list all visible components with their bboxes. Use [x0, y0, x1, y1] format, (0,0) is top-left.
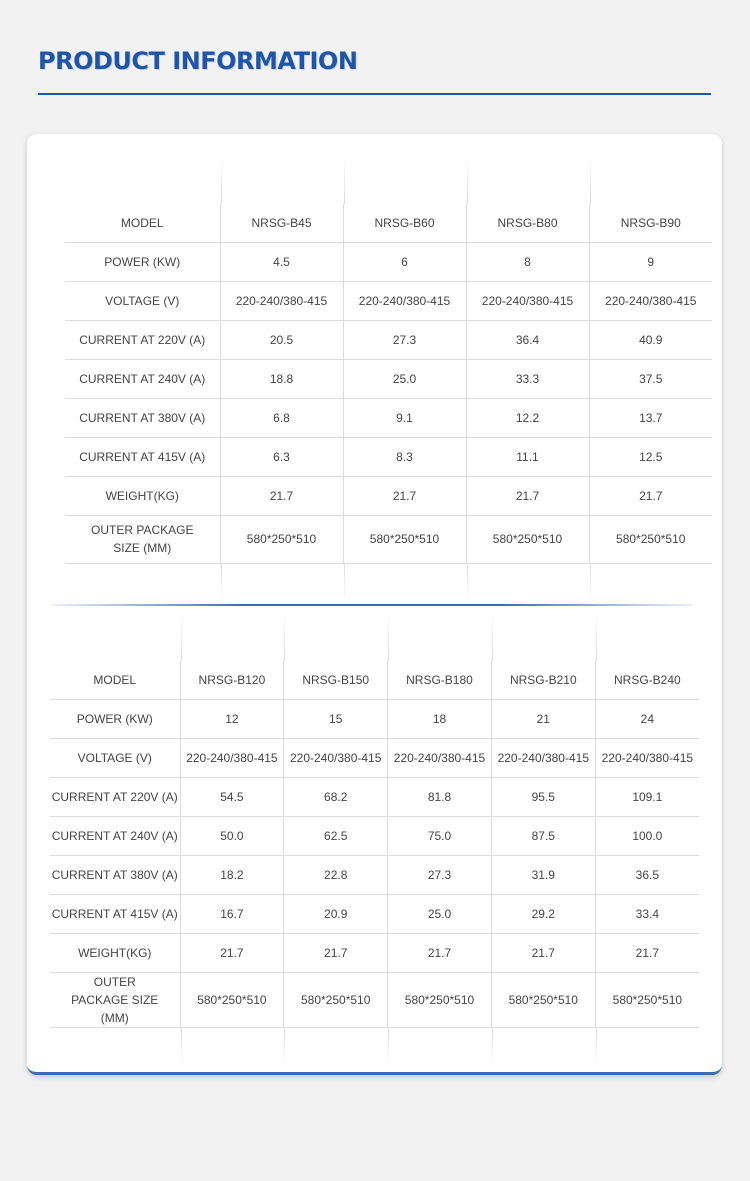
spacer-cell: [388, 1027, 492, 1066]
table-row: [65, 398, 712, 437]
row-label: WEIGHT(KG): [50, 933, 180, 972]
table-cell: 21.7: [595, 933, 699, 972]
table-cell: 580*250*510: [589, 515, 712, 563]
spacer-cell: [65, 154, 220, 204]
table-cell: 21.7: [220, 476, 343, 515]
table-cell: NRSG-B80: [466, 204, 589, 242]
table-cell: 220-240/380-415: [466, 281, 589, 320]
table-cell: 12.2: [466, 398, 589, 437]
table-cell: 13.7: [589, 398, 712, 437]
table-cell: 25.0: [343, 359, 466, 398]
table-row: [65, 437, 712, 476]
table-cell: 580*250*510: [595, 972, 699, 1027]
spacer-cell: [343, 154, 466, 204]
spec-table-1: [65, 154, 712, 602]
row-label: CURRENT AT 415V (A): [65, 437, 220, 476]
table-row: [50, 738, 699, 777]
table-row: [50, 661, 699, 699]
table-cell: 16.7: [180, 894, 284, 933]
table-row: [50, 699, 699, 738]
spacer-cell: [284, 1027, 388, 1066]
row-label: OUTER PACKAGE SIZE (MM): [50, 972, 180, 1027]
table-cell: 6: [343, 242, 466, 281]
row-label: VOLTAGE (V): [50, 738, 180, 777]
spacer-cell: [220, 563, 343, 602]
spacer-cell: [595, 611, 699, 661]
table-bottom-spacer: [65, 563, 712, 602]
table-cell: 220-240/380-415: [595, 738, 699, 777]
table-cell: 12: [180, 699, 284, 738]
table-cell: 18: [388, 699, 492, 738]
table-cell: NRSG-B240: [595, 661, 699, 699]
table-cell: 24: [595, 699, 699, 738]
row-label: CURRENT AT 220V (A): [50, 777, 180, 816]
table-row: [65, 320, 712, 359]
row-label: WEIGHT(KG): [65, 476, 220, 515]
spacer-cell: [180, 611, 284, 661]
spacer-cell: [466, 154, 589, 204]
table-row: [50, 894, 699, 933]
table-cell: 220-240/380-415: [491, 738, 595, 777]
table-cell: 18.8: [220, 359, 343, 398]
table-divider: [52, 604, 692, 606]
table-cell: 4.5: [220, 242, 343, 281]
table-cell: 20.5: [220, 320, 343, 359]
table-cell: 40.9: [589, 320, 712, 359]
spacer-cell: [491, 1027, 595, 1066]
spacer-cell: [220, 154, 343, 204]
table-cell: 20.9: [284, 894, 388, 933]
row-label: VOLTAGE (V): [65, 281, 220, 320]
table-cell: 100.0: [595, 816, 699, 855]
table-cell: 33.3: [466, 359, 589, 398]
table-cell: 81.8: [388, 777, 492, 816]
spacer-cell: [65, 563, 220, 602]
table-row: [65, 281, 712, 320]
row-label: POWER (KW): [65, 242, 220, 281]
table-cell: 6.8: [220, 398, 343, 437]
spec-table-2: [50, 611, 699, 1066]
table-cell: 21.7: [284, 933, 388, 972]
table-top-spacer: [50, 611, 699, 661]
table-cell: 31.9: [491, 855, 595, 894]
table-cell: 21.7: [343, 476, 466, 515]
spacer-cell: [388, 611, 492, 661]
table-row: [50, 972, 699, 1027]
table-top-spacer: [65, 154, 712, 204]
table-cell: 21.7: [180, 933, 284, 972]
spacer-cell: [50, 611, 180, 661]
table-cell: 9: [589, 242, 712, 281]
table-cell: 29.2: [491, 894, 595, 933]
spacer-cell: [284, 611, 388, 661]
table-cell: NRSG-B120: [180, 661, 284, 699]
spacer-cell: [343, 563, 466, 602]
table-cell: NRSG-B45: [220, 204, 343, 242]
spacer-cell: [491, 611, 595, 661]
spacer-cell: [50, 1027, 180, 1066]
spacer-cell: [589, 154, 712, 204]
table-cell: 220-240/380-415: [589, 281, 712, 320]
spec-card: [27, 134, 722, 1075]
table-row: [65, 359, 712, 398]
table-cell: 50.0: [180, 816, 284, 855]
row-label: CURRENT AT 415V (A): [50, 894, 180, 933]
table-cell: 54.5: [180, 777, 284, 816]
table-cell: 37.5: [589, 359, 712, 398]
table-row: [50, 777, 699, 816]
table-cell: 36.4: [466, 320, 589, 359]
table-row: [65, 242, 712, 281]
table-cell: 36.5: [595, 855, 699, 894]
spacer-cell: [180, 1027, 284, 1066]
row-label: MODEL: [65, 204, 220, 242]
row-label: OUTER PACKAGE SIZE (MM): [65, 515, 220, 563]
row-label: CURRENT AT 240V (A): [65, 359, 220, 398]
row-label: CURRENT AT 380V (A): [50, 855, 180, 894]
table-cell: 12.5: [589, 437, 712, 476]
table-cell: NRSG-B150: [284, 661, 388, 699]
table-row: [50, 855, 699, 894]
table-cell: 580*250*510: [180, 972, 284, 1027]
table-cell: 580*250*510: [343, 515, 466, 563]
table-cell: NRSG-B90: [589, 204, 712, 242]
table-cell: 21.7: [388, 933, 492, 972]
table-cell: 220-240/380-415: [180, 738, 284, 777]
table-cell: 21: [491, 699, 595, 738]
table-cell: 15: [284, 699, 388, 738]
table-cell: NRSG-B180: [388, 661, 492, 699]
row-label: POWER (KW): [50, 699, 180, 738]
table-cell: 21.7: [589, 476, 712, 515]
row-label: CURRENT AT 240V (A): [50, 816, 180, 855]
table-cell: 87.5: [491, 816, 595, 855]
table-cell: 11.1: [466, 437, 589, 476]
table-cell: 68.2: [284, 777, 388, 816]
table-row: [65, 515, 712, 563]
row-label: CURRENT AT 220V (A): [65, 320, 220, 359]
table-cell: NRSG-B210: [491, 661, 595, 699]
title-underline: [38, 93, 711, 95]
table-cell: 580*250*510: [466, 515, 589, 563]
table-cell: 580*250*510: [284, 972, 388, 1027]
table-cell: 21.7: [491, 933, 595, 972]
table-cell: 109.1: [595, 777, 699, 816]
table-cell: 9.1: [343, 398, 466, 437]
table-cell: 220-240/380-415: [284, 738, 388, 777]
table-cell: 220-240/380-415: [343, 281, 466, 320]
table-cell: 75.0: [388, 816, 492, 855]
table-cell: 27.3: [343, 320, 466, 359]
row-label: MODEL: [50, 661, 180, 699]
table-row: [50, 933, 699, 972]
table-cell: 580*250*510: [491, 972, 595, 1027]
table-cell: 220-240/380-415: [220, 281, 343, 320]
row-label: CURRENT AT 380V (A): [65, 398, 220, 437]
table-row: [50, 816, 699, 855]
table-row: [65, 204, 712, 242]
table-cell: 580*250*510: [220, 515, 343, 563]
spacer-cell: [466, 563, 589, 602]
spacer-cell: [589, 563, 712, 602]
table-cell: 220-240/380-415: [388, 738, 492, 777]
table-cell: 6.3: [220, 437, 343, 476]
table-cell: 33.4: [595, 894, 699, 933]
spacer-cell: [595, 1027, 699, 1066]
table-cell: 8: [466, 242, 589, 281]
table-cell: 21.7: [466, 476, 589, 515]
table-cell: 22.8: [284, 855, 388, 894]
table-cell: 95.5: [491, 777, 595, 816]
page-title: PRODUCT INFORMATION: [38, 47, 358, 75]
table-cell: 62.5: [284, 816, 388, 855]
table-cell: 580*250*510: [388, 972, 492, 1027]
table-cell: 8.3: [343, 437, 466, 476]
table-cell: NRSG-B60: [343, 204, 466, 242]
table-cell: 25.0: [388, 894, 492, 933]
table-row: [65, 476, 712, 515]
table-cell: 27.3: [388, 855, 492, 894]
table-cell: 18.2: [180, 855, 284, 894]
table-bottom-spacer: [50, 1027, 699, 1066]
